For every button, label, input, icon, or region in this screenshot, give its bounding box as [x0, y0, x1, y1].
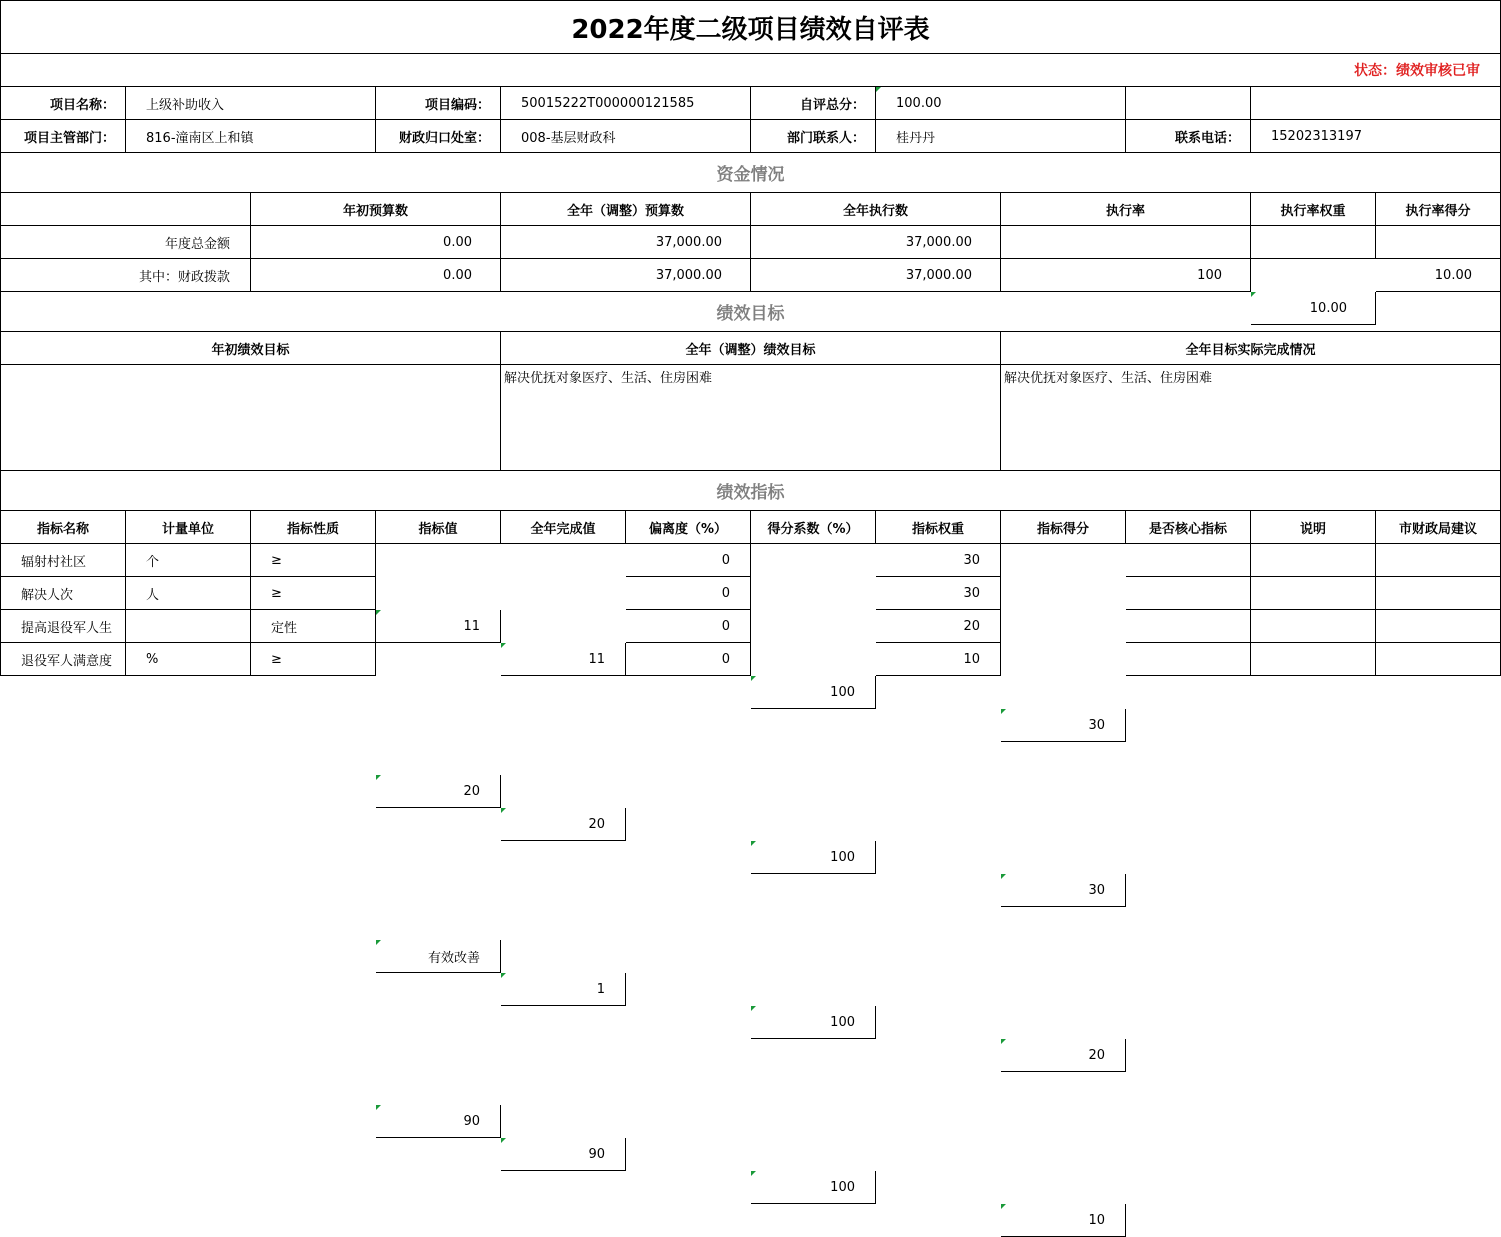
funds-header-rate: 执行率	[1001, 193, 1251, 226]
indicator-coef: 100	[751, 1006, 876, 1039]
indicator-value: 有效改善	[376, 940, 501, 973]
indicators-header-value: 指标值	[376, 511, 501, 544]
indicator-core	[1126, 544, 1251, 577]
indicators-section-title: 绩效指标	[0, 471, 1501, 511]
project-code-label: 项目编码：	[376, 87, 501, 120]
goals-header-actual: 全年目标实际完成情况	[1001, 332, 1501, 365]
finance-office-label: 财政归口处室：	[376, 120, 501, 153]
indicator-name: 解决人次	[0, 577, 126, 610]
indicator-done: 90	[501, 1138, 626, 1171]
indicator-unit: %	[126, 643, 251, 676]
goals-actual-text: 解决优抚对象医疗、生活、住房困难	[1001, 365, 1501, 471]
indicator-advice	[1376, 610, 1501, 643]
department-label: 项目主管部门：	[0, 120, 126, 153]
indicators-header-deviation: 偏离度（%）	[626, 511, 751, 544]
indicators-header-unit: 计量单位	[126, 511, 251, 544]
indicator-score: 30	[1001, 709, 1126, 742]
funds-row-rate: 100	[1001, 259, 1251, 292]
goals-adjusted-text: 解决优抚对象医疗、生活、住房困难	[501, 365, 1001, 471]
indicator-nature: ≥	[251, 577, 376, 610]
funds-row-initial: 0.00	[251, 226, 501, 259]
project-code-value: 50015222T000000121585	[501, 87, 751, 120]
goals-initial-text	[0, 365, 501, 471]
indicators-header-score: 指标得分	[1001, 511, 1126, 544]
department-value: 816-潼南区上和镇	[126, 120, 376, 153]
indicator-unit: 个	[126, 544, 251, 577]
indicator-nature: ≥	[251, 643, 376, 676]
indicator-note	[1251, 544, 1376, 577]
indicator-advice	[1376, 577, 1501, 610]
indicator-unit: 人	[126, 577, 251, 610]
indicator-name: 退役军人满意度	[0, 643, 126, 676]
indicator-core	[1126, 577, 1251, 610]
indicator-weight: 10	[876, 643, 1001, 676]
indicator-advice	[1376, 643, 1501, 676]
funds-row-adjusted: 37,000.00	[501, 226, 751, 259]
indicator-deviation: 0	[626, 610, 751, 643]
funds-header-blank	[0, 193, 251, 226]
indicators-header-name: 指标名称	[0, 511, 126, 544]
indicators-header-done: 全年完成值	[501, 511, 626, 544]
indicator-nature: ≥	[251, 544, 376, 577]
funds-row-executed: 37,000.00	[751, 226, 1001, 259]
contact-value: 桂丹丹	[876, 120, 1126, 153]
contact-label: 部门联系人：	[751, 120, 876, 153]
funds-header-score: 执行率得分	[1376, 193, 1501, 226]
indicator-value: 11	[376, 610, 501, 643]
indicator-score: 20	[1001, 1039, 1126, 1072]
indicator-note	[1251, 643, 1376, 676]
indicator-nature: 定性	[251, 610, 376, 643]
indicator-score: 30	[1001, 874, 1126, 907]
indicator-name: 辐射村社区	[0, 544, 126, 577]
funds-row-score: 10.00	[1376, 259, 1501, 292]
funds-row-label: 年度总金额	[0, 226, 251, 259]
indicator-score: 10	[1001, 1204, 1126, 1237]
funds-row-rate	[1001, 226, 1251, 259]
page-title: 2022年度二级项目绩效自评表	[0, 0, 1501, 54]
phone-value: 15202313197	[1251, 120, 1501, 153]
indicator-deviation: 0	[626, 544, 751, 577]
project-name-label: 项目名称：	[0, 87, 126, 120]
funds-row-score	[1376, 226, 1501, 259]
funds-section-title: 资金情况	[0, 153, 1501, 193]
indicators-header-core: 是否核心指标	[1126, 511, 1251, 544]
indicator-coef: 100	[751, 1171, 876, 1204]
indicator-note	[1251, 577, 1376, 610]
goals-header-adjusted: 全年（调整）绩效目标	[501, 332, 1001, 365]
funds-header-weight: 执行率权重	[1251, 193, 1376, 226]
funds-header-executed: 全年执行数	[751, 193, 1001, 226]
indicator-value: 90	[376, 1105, 501, 1138]
indicator-done: 11	[501, 643, 626, 676]
indicator-name: 提高退役军人生	[0, 610, 126, 643]
funds-row-weight: 10.00	[1251, 292, 1376, 325]
indicator-core	[1126, 643, 1251, 676]
indicator-weight: 30	[876, 544, 1001, 577]
indicator-coef: 100	[751, 841, 876, 874]
indicator-weight: 20	[876, 610, 1001, 643]
project-name-value: 上级补助收入	[126, 87, 376, 120]
empty-cell	[1126, 87, 1251, 120]
finance-office-value: 008-基层财政科	[501, 120, 751, 153]
indicators-header-advice: 市财政局建议	[1376, 511, 1501, 544]
indicator-coef: 100	[751, 676, 876, 709]
self-score-label: 自评总分：	[751, 87, 876, 120]
funds-row-weight	[1251, 226, 1376, 259]
self-score-value: 100.00	[876, 87, 1126, 120]
indicators-header-note: 说明	[1251, 511, 1376, 544]
empty-cell	[1251, 87, 1501, 120]
indicator-weight: 30	[876, 577, 1001, 610]
indicators-header-coef: 得分系数（%）	[751, 511, 876, 544]
indicators-header-weight: 指标权重	[876, 511, 1001, 544]
indicator-note	[1251, 610, 1376, 643]
funds-row-label: 其中：财政拨款	[0, 259, 251, 292]
indicators-header-nature: 指标性质	[251, 511, 376, 544]
indicator-advice	[1376, 544, 1501, 577]
indicator-done: 20	[501, 808, 626, 841]
status-badge: 状态：绩效审核已审	[0, 54, 1501, 87]
goals-section-title: 绩效目标	[0, 292, 1501, 332]
funds-row-executed: 37,000.00	[751, 259, 1001, 292]
indicator-value: 20	[376, 775, 501, 808]
indicator-core	[1126, 610, 1251, 643]
funds-row-initial: 0.00	[251, 259, 501, 292]
funds-row-adjusted: 37,000.00	[501, 259, 751, 292]
indicator-deviation: 0	[626, 577, 751, 610]
funds-header-adjusted: 全年（调整）预算数	[501, 193, 751, 226]
indicator-done: 1	[501, 973, 626, 1006]
phone-label: 联系电话：	[1126, 120, 1251, 153]
indicator-unit	[126, 610, 251, 643]
indicator-deviation: 0	[626, 643, 751, 676]
funds-header-initial: 年初预算数	[251, 193, 501, 226]
goals-header-initial: 年初绩效目标	[0, 332, 501, 365]
